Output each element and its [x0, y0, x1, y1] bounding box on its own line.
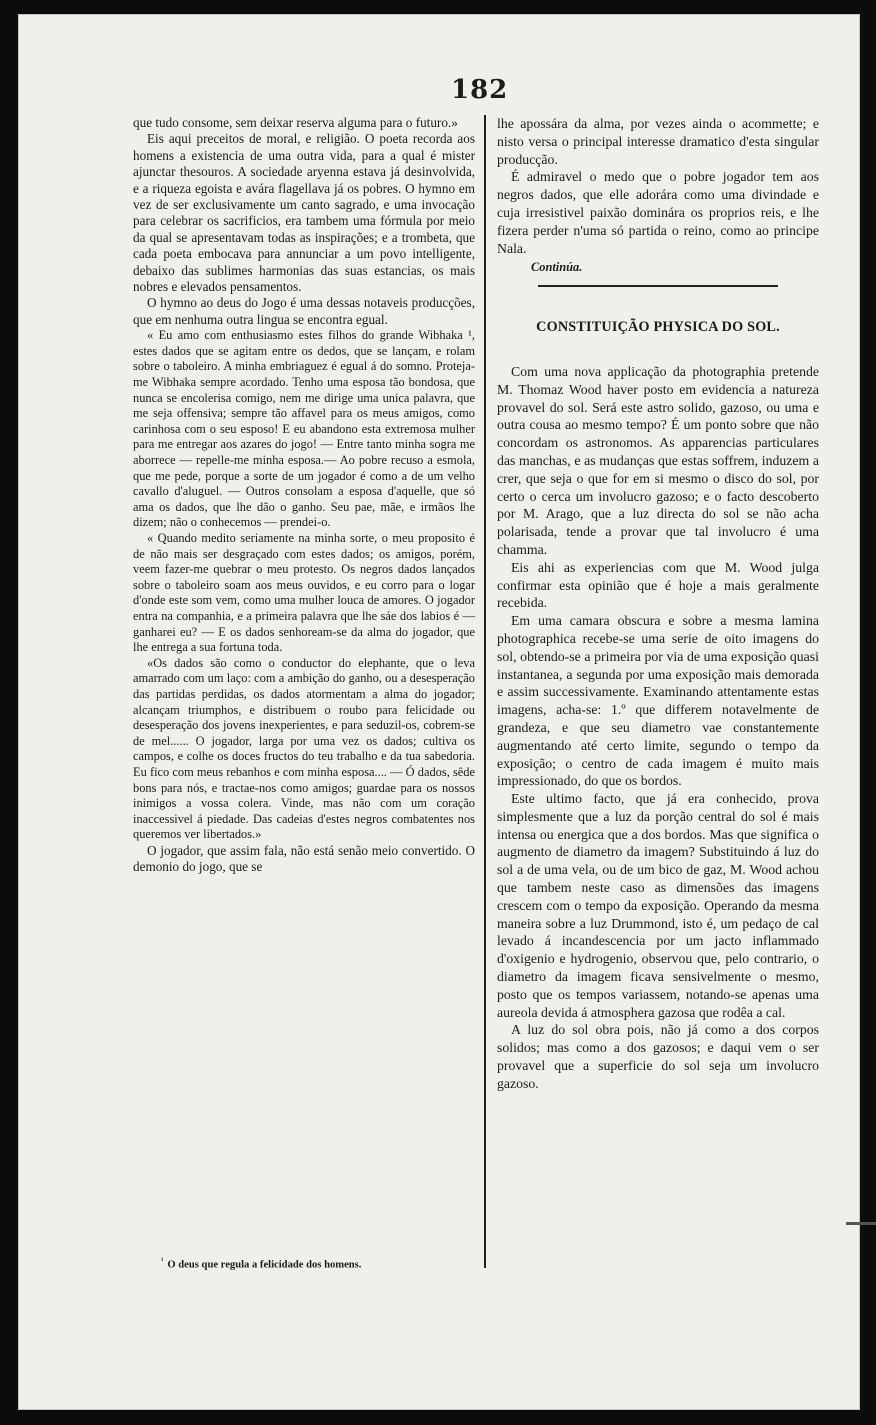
article-title: CONSTITUIÇÃO PHYSICA DO SOL.: [536, 319, 780, 336]
paragraph: O jogador, que assim fala, não está senão meio convertido. O demonio do jogo, que se: [133, 842, 475, 875]
footnote-marker: ¹: [161, 1256, 164, 1265]
footnote-text: O deus que regula a felicidade dos homens.: [167, 1259, 362, 1271]
paragraph: que tudo consome, sem deixar reserva alguma para o futuro.»: [133, 115, 458, 130]
newspaper-page: [18, 14, 860, 1410]
paragraph: É admiravel o medo que o pobre jogador tem aos negros dados, que elle adorára como uma divindade e cuja irresistivel paixão dominára os proprios reis, e lhe fizera perder n'uma só partida o reino, como ao principe Nala.: [497, 169, 819, 256]
hymn-stanza: « Eu amo com enthusiasmo estes filhos do grande Wibhaka ¹, estes dados que se agitam entre os dedos, que se lançam, e rolam sobre o taboleiro. A minha embriaguez é egual á do somno. Proteja-me Wibhaka sempre acordado. Tenho uma esposa tão bondosa, que nunca se encolerisa comigo, nem me dirige uma unica palavra, que me seja offensiva; sempre tão affavel para os meus amigos, como carinhosa com o seu esposo! E eu abandono esta extremosa mulher para me entregar aos azares do jogo! — Entre tanto minha sogra me aborrece — repelle-me minha esposa.— Ao pobre recuso a esmola, que me pede, porque a sorte de um jogador é como a de um velho cavallo d'aluguel. — Outros consolam a esposa d'aquelle, que só ama os dados, que lhe dão o ganho. Seu pae, mãe, e irmãos lhe dizem; não o conhecemos — prendei-o.: [133, 328, 475, 530]
paragraph: lhe apossára da alma, por vezes ainda o acommette; e nisto versa o principal interesse dramatico d'esta singular producção.: [497, 116, 819, 167]
hymn-stanza: « Quando medito seriamente na minha sorte, o meu proposito é de não mais ser desgraçado com estes dados; os amigos, porém, veem fazer-me quebrar o meu protesto. Os negros dados lançados sobre o taboleiro soam aos meus ouvidos, e eu corro para o logar d'onde este som vem, como uma mulher louca de amores. O jogador entra na companhia, e a primeira palavra que lhe sáe dos labios é — ganharei eu? — E os dados senhoream-se da alma do jogador, que lhe entrega a sua fortuna toda.: [133, 531, 475, 655]
paragraph: O hymno ao deus do Jogo é uma dessas notaveis producções, que em nenhuma outra lingua se encontra egual.: [133, 295, 475, 327]
paragraph: Com uma nova applicação da photographia pretende M. Thomaz Wood haver posto em evidencia a natureza provavel do sol. Será este astro solido, gazoso, ou uma e outra cousa ao mesmo tempo? É um ponto sobre que não concordam os astronomos. As apparencias particulares das manchas, e as mudanças que estas soffrem, induzem a crer, que seja o que for em si mesmo o disco do sol, por certo o cerca um involucro gazoso; e o facto descoberto por M. Arago, que a luz directa do sol se não acha polarisada, tende a provar que tal involucro é uma chamma.: [497, 363, 819, 557]
hymn-stanza: «Os dados são como o conductor do elephante, que o leva amarrado com um laço: com a ambição do ganho, ou a desesperação das partidas perdidas, os dados atormentam a alma do jogador; alcançam triumphos, e distribuem o roubo para felicidade ou desesperação dos jovens inexperientes, e para seduzil-os, cobrem-se de mel...... O jogador, larga por uma vez os dados; cultiva os campos, e colhe os doces fructos do teu trabalho e da tua sabedoria. Eu fico com meus rebanhos e com minha esposa.... — Ó dados, sêde bons para nós, e tractae-nos como amigos; guardae para os nossos inimigos a vossa colera. Vinde, mas não com um coração inaccessivel á piedade. Das cadeias d'estes negros combatentes nos queremos ver libertados.»: [133, 655, 475, 842]
continua-note: Continúa.: [531, 260, 583, 275]
scan-edge-mark: [846, 1222, 876, 1225]
page-number: 182: [451, 75, 509, 105]
paragraph: Eis aqui preceitos de moral, e religião. O poeta recorda aos homens a existencia de uma outra vida, para a qual é mister ajunctar thesouros. A sociedade aryenna estava já desinvolvida, e a riqueza egoista e avára flagellava já os pobres. O hymno em vez de ser exclusivamente um canto sagrado, e uma invocação para celebrar os sacrificios, era tambem uma fórmula por meio da qual se apresentavam todas as inspirações; e a trombeta, que cada poeta embocava para annunciar a um povo intelligente, debaixo das sublimes harmonias das suas estancias, os mais nobres e elevados pensamentos.: [133, 131, 475, 295]
paragraph: A luz do sol obra pois, não já como a dos corpos solidos; mas como a dos gazosos; e daqui vem o ser provavel que a superficie do sol seja um involucro gazoso.: [497, 1022, 819, 1091]
section-rule: [538, 285, 778, 287]
paragraph: Eis ahi as experiencias com que M. Wood julga confirmar esta opinião que é hoje a mais geralmente recebida.: [497, 559, 819, 611]
left-column: [133, 115, 475, 876]
paragraph: Este ultimo facto, que já era conhecido, prova simplesmente que a luz da porção central do sol é mais intensa ou energica que a dos bordos. Mas que significa o augmento de diametro da imagem? Substituindo á luz do sol a de uma vela, ou de um bico de gaz, M. Wood achou que tambem neste caso as dimensões das imagens crescem com o tempo da exposição. Operando da mesma maneira sobre a luz Drummond, isto é, um pedaço de cal levado á incandescencia por um jacto inflammado d'oxigenio e hydrogenio, observou que, pelo contrario, o diametro da imagem ficava sensivelmente o mesmo, posto que os tempos variassem, notando-se apenas uma aureola devida á atmosphera gazosa que rodêa a cal.: [497, 791, 819, 1020]
right-column: [497, 115, 819, 1093]
paragraph: Em uma camara obscura e sobre a mesma lamina photographica recebe-se uma serie de oito imagens do sol, obtendo-se a primeira por via de uma exposição quasi instantanea, a segunda por uma exposição mais demorada e assim successivamente. Examinando attentamente estas imagens, acha-se: 1.º que differem notavelmente de grandeza, e que seu diametro vae constantemente augmentando até certo limite, segundo o tempo da exposição; o centro de cada imagem é muito mais impressionado, do que os bordos.: [497, 613, 819, 789]
footnote: [161, 1256, 481, 1271]
column-divider: [484, 115, 486, 1268]
